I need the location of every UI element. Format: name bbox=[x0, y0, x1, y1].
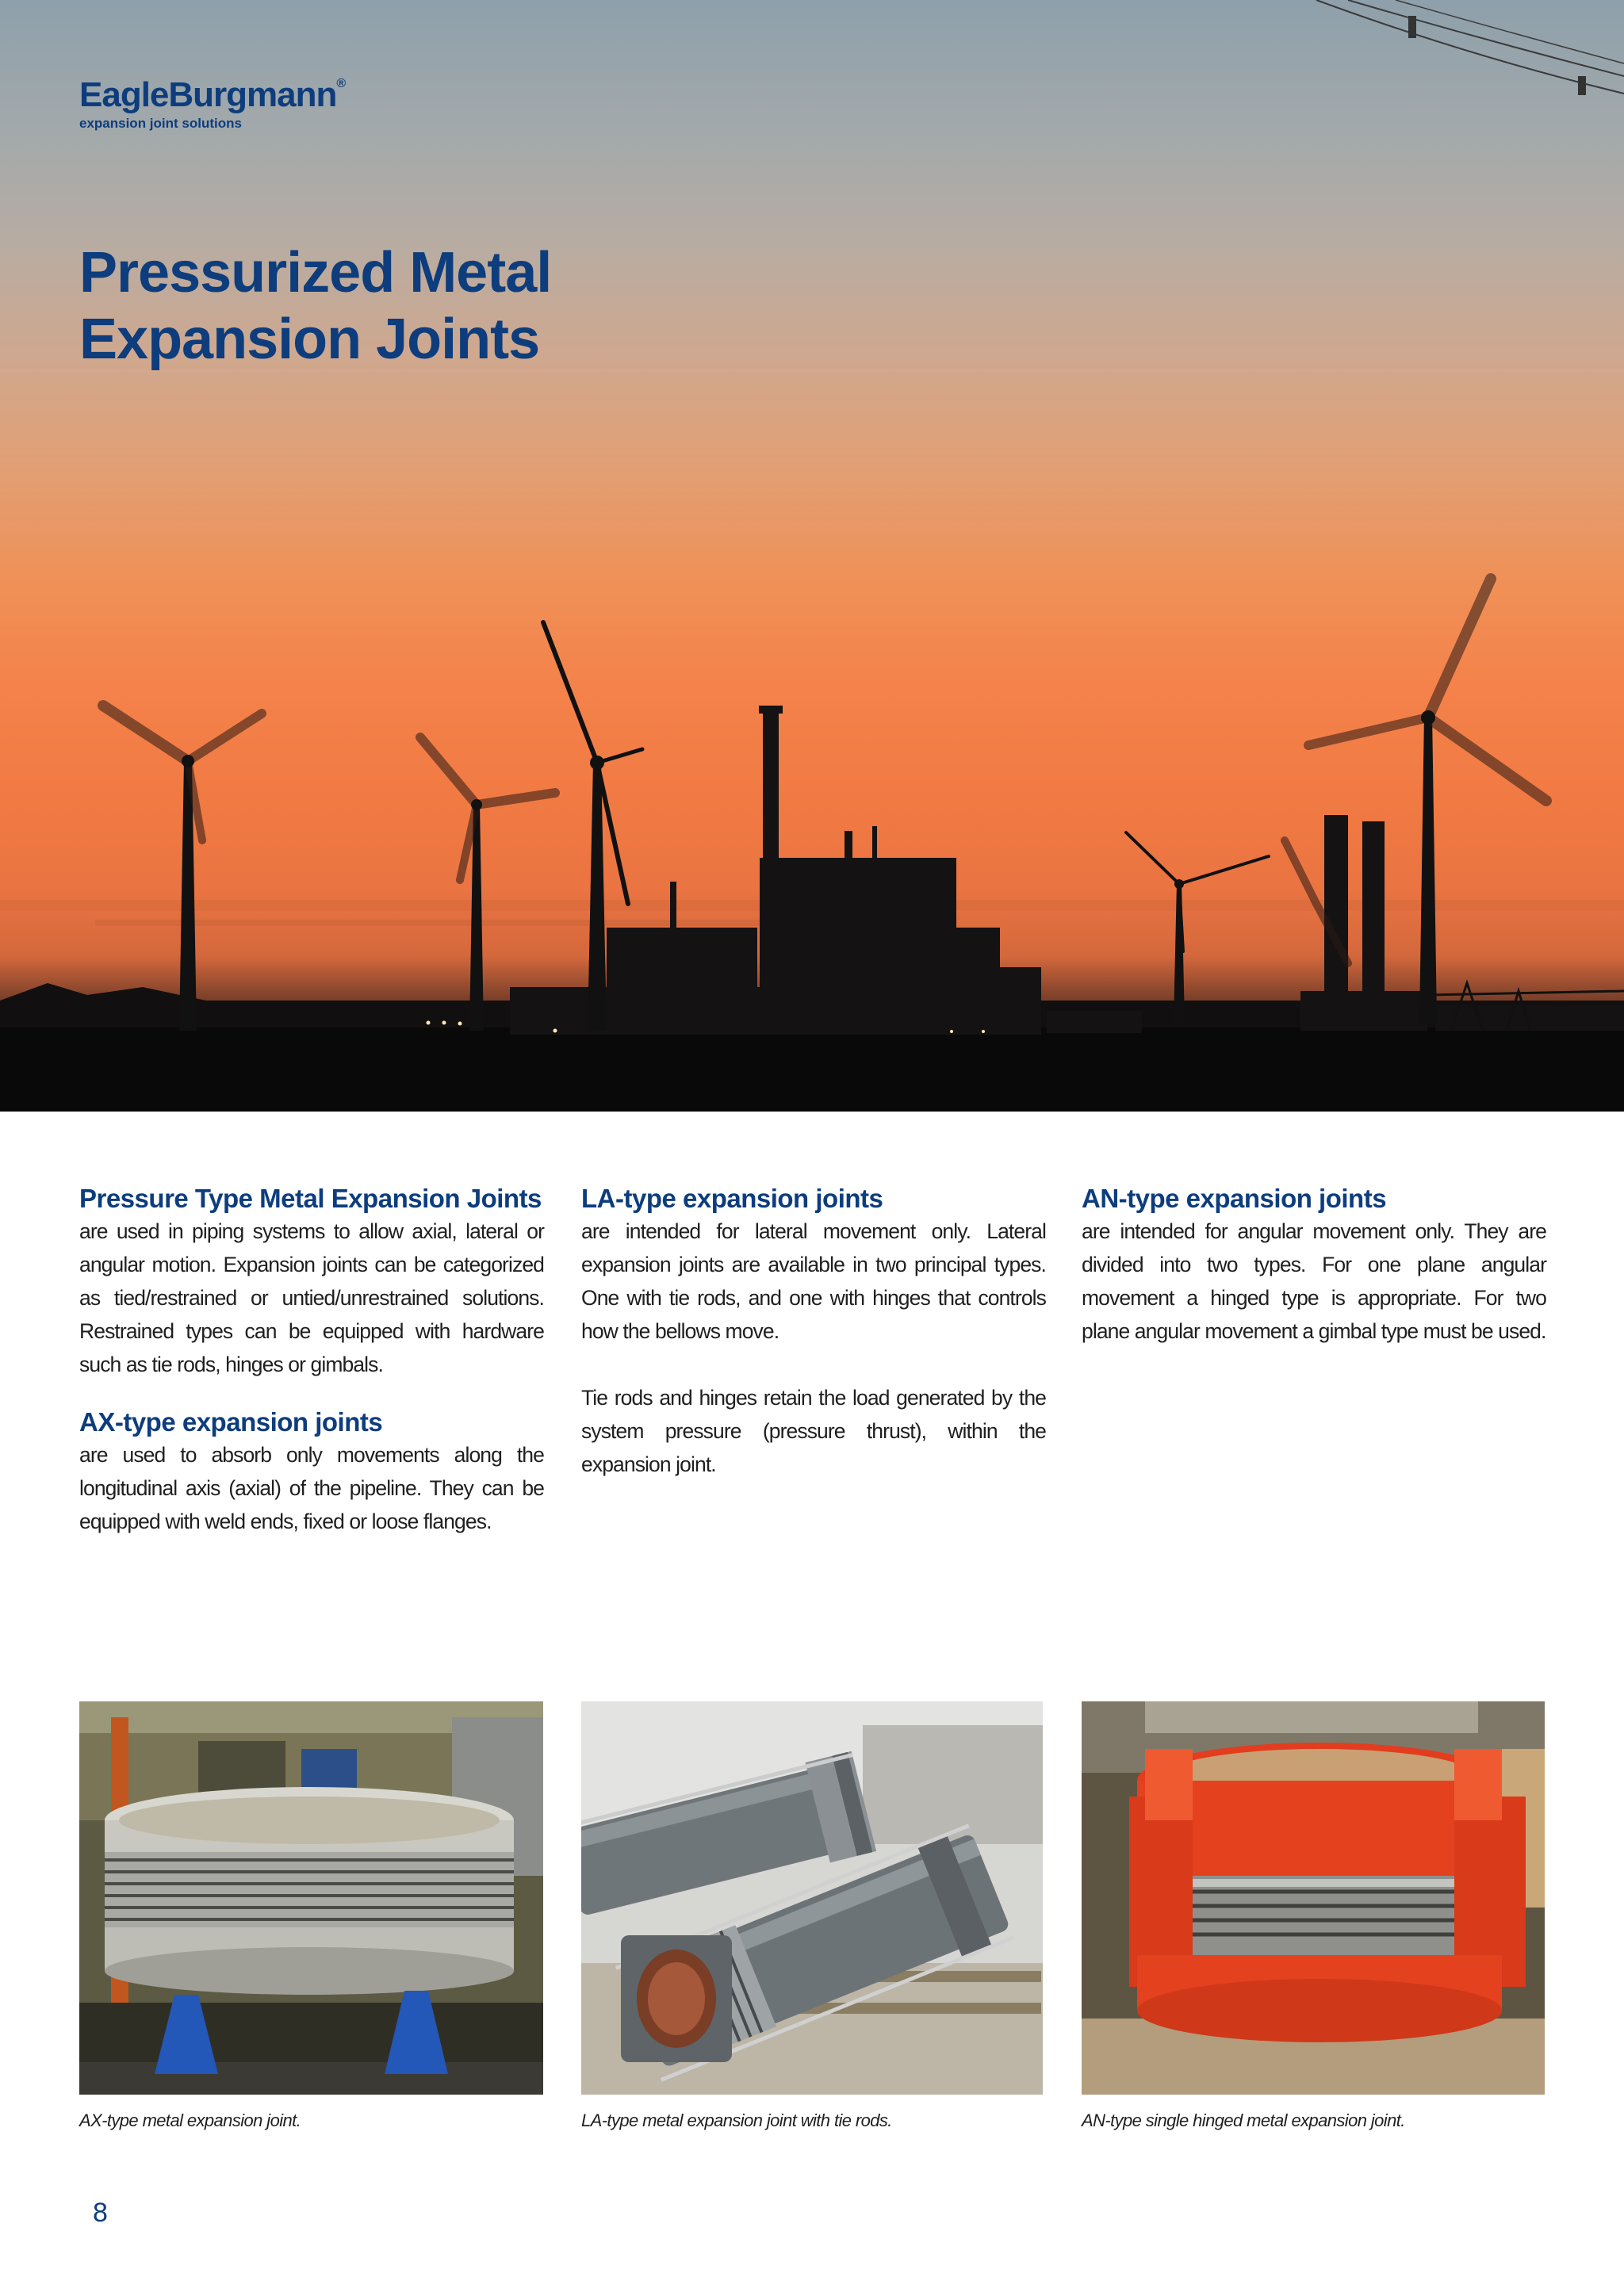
photo-caption-ax: AX-type metal expansion joint. bbox=[79, 2110, 301, 2130]
brand-logo bbox=[79, 75, 346, 132]
photo-caption-la: LA-type metal expansion joint with tie rods. bbox=[581, 2110, 892, 2130]
an-joint-photo bbox=[1082, 1701, 1545, 2095]
text-column-1 bbox=[79, 1183, 544, 1538]
page-title-line-2: Expansion Joints bbox=[79, 308, 540, 371]
section-heading: LA-type expansion joints bbox=[581, 1184, 883, 1213]
page-title bbox=[79, 239, 551, 373]
ax-joint-photo bbox=[79, 1701, 543, 2095]
section-ax-type bbox=[79, 1406, 544, 1538]
section-paragraph: are intended for lateral movement only. Lateral expansion joints are available in two principal types. One with tie rods, and one with hinges that controls how the bellows move. bbox=[581, 1219, 1046, 1343]
brand-name: EagleBurgmann® bbox=[79, 75, 346, 114]
section-paragraph: are intended for angular movement only. They are divided into two types. For one plane angular movement a hinged type is appropriate. For two plane angular movement a gimbal type must be used. bbox=[1082, 1219, 1546, 1343]
page-number: 8 bbox=[93, 2198, 108, 2228]
section-paragraph: Tie rods and hinges retain the load generated by the system pressure (pressure thrust), within the expansion joint. bbox=[581, 1386, 1046, 1476]
text-column-3 bbox=[1082, 1183, 1546, 1348]
registered-mark: ® bbox=[336, 77, 346, 90]
section-paragraph: are used in piping systems to allow axial, lateral or angular motion. Expansion joints can be categorized as tied/restrained or untied/unrestrained solutions. Restrained types can be equipped with hardware such as tie rods, hinges or gimbals. bbox=[79, 1219, 544, 1376]
text-column-2 bbox=[581, 1183, 1046, 1481]
wind-farm-sunset-illustration bbox=[0, 0, 1624, 1112]
page-title-line-1: Pressurized Metal bbox=[79, 241, 552, 304]
hero-image bbox=[0, 0, 1624, 1112]
section-la-type bbox=[581, 1183, 1046, 1481]
section-heading: AX-type expansion joints bbox=[79, 1407, 383, 1437]
section-heading: AN-type expansion joints bbox=[1082, 1184, 1387, 1213]
photo-caption-an: AN-type single hinged metal expansion joint. bbox=[1082, 2110, 1405, 2130]
brand-tagline: expansion joint solutions bbox=[79, 116, 242, 131]
section-paragraph: are used to absorb only movements along the longitudinal axis (axial) of the pipeline. They can be equipped with weld ends, fixed or loose flanges. bbox=[79, 1443, 544, 1533]
section-pressure-type bbox=[79, 1183, 544, 1381]
section-an-type bbox=[1082, 1183, 1546, 1348]
section-heading: Pressure Type Metal Expansion Joints bbox=[79, 1184, 542, 1213]
la-joint-photo bbox=[581, 1701, 1043, 2095]
